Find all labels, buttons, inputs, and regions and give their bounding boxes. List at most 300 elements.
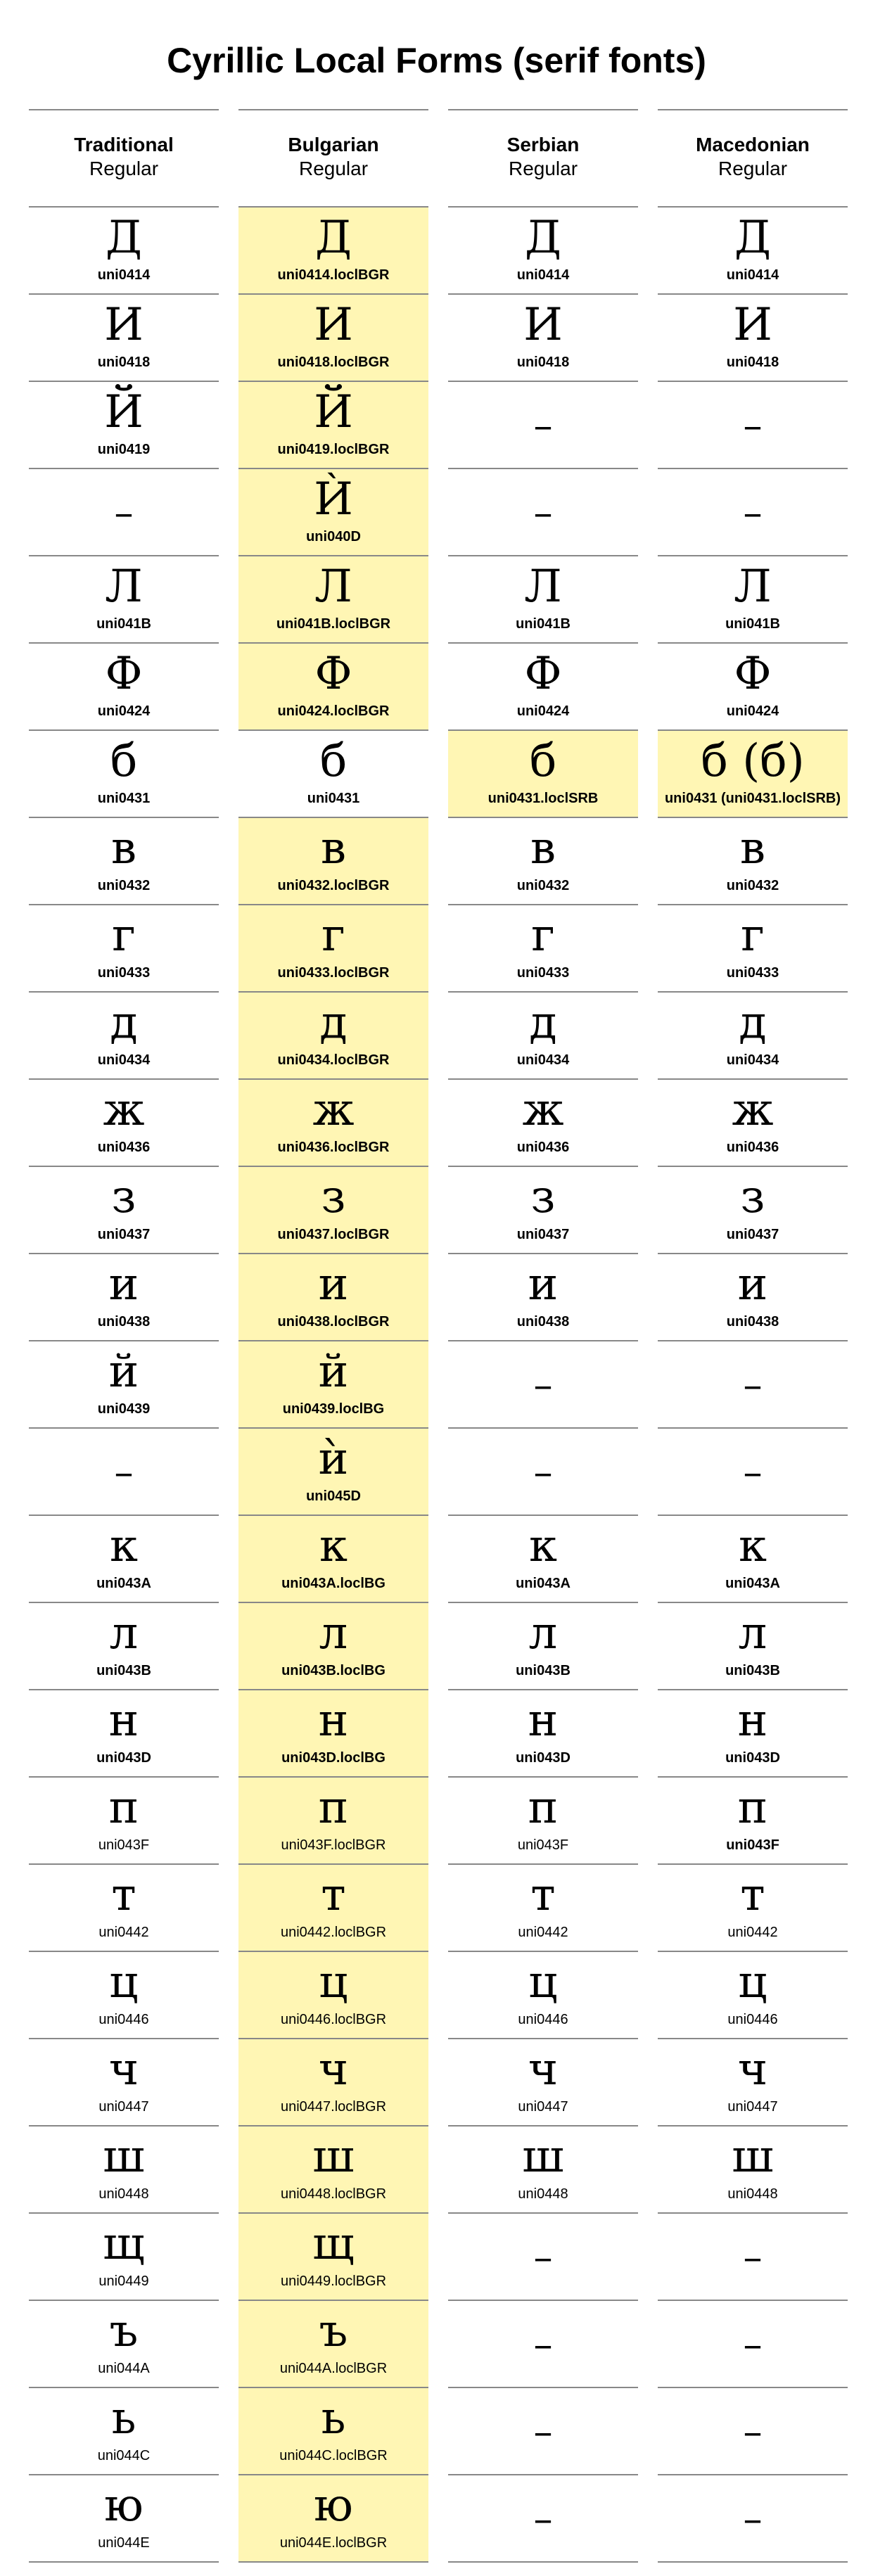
glyph-cell — [448, 818, 638, 905]
glyph-cell — [658, 2127, 848, 2214]
glyph: т — [111, 1869, 136, 1921]
glyph-cell — [448, 2214, 638, 2301]
glyph: ч — [528, 2043, 559, 2096]
glyph-cell — [448, 2475, 638, 2563]
glyph: ь — [321, 2392, 346, 2444]
glyph-name-label: uni0438.loclBGR — [277, 1314, 390, 1330]
glyph: в — [320, 822, 347, 874]
glyph-name-label: uni0448 — [518, 2186, 568, 2202]
glyph-name-label: uni0418 — [726, 355, 779, 370]
glyph: И — [733, 299, 772, 351]
glyph-name-label: uni0432 — [97, 878, 151, 893]
glyph-cell — [29, 556, 219, 644]
glyph-cell — [658, 1341, 848, 1429]
glyph-cell — [29, 2039, 219, 2127]
glyph: в — [530, 822, 556, 874]
glyph-name-label: uni044A — [98, 2361, 150, 2376]
glyph-cell — [29, 1952, 219, 2039]
glyph-name-label: uni0424 — [516, 703, 570, 719]
glyph-cell — [658, 295, 848, 382]
glyph-cell — [29, 469, 219, 556]
glyph: л — [738, 1607, 767, 1659]
glyph: т — [530, 1869, 556, 1921]
glyph: Ф — [734, 648, 772, 700]
glyph-name-label: uni044C — [97, 2448, 151, 2463]
glyph-name-label: uni0433 — [516, 965, 570, 981]
glyph-cell — [29, 2301, 219, 2388]
glyph-cell — [238, 1080, 428, 1167]
glyph-name-label: uni0414 — [97, 267, 151, 283]
glyph-cell — [448, 469, 638, 556]
glyph: и — [318, 1258, 349, 1311]
glyph-name-label: uni0414 — [726, 267, 779, 283]
glyph-cell — [29, 1778, 219, 1865]
glyph: к — [319, 1520, 348, 1572]
glyph-name-label: uni0446.loclBGR — [280, 2012, 387, 2027]
glyph-cell — [29, 2388, 219, 2475]
glyph-cell — [238, 1516, 428, 1603]
glyph-name-label: uni0414 — [516, 267, 570, 283]
glyph: з — [321, 1171, 346, 1223]
glyph-name-label: uni0436 — [97, 1140, 151, 1155]
glyph-cell — [238, 2127, 428, 2214]
glyph-cell — [658, 1603, 848, 1690]
glyph: й — [108, 1346, 139, 1398]
glyph-cell — [29, 1429, 219, 1516]
glyph-cell — [238, 556, 428, 644]
glyph: ц — [319, 1956, 348, 2008]
glyph-name-label: uni043F — [517, 1837, 569, 1853]
glyph-cell — [29, 382, 219, 469]
glyph-name-label: uni041B — [96, 616, 151, 632]
missing-glyph-dash: – — [743, 1450, 763, 1494]
glyph-cell — [658, 556, 848, 644]
glyph-cell — [448, 1952, 638, 2039]
glyph: в — [110, 822, 137, 874]
glyph-name-label: uni0424.loclBGR — [277, 703, 390, 719]
glyph-name-label: uni0419 — [97, 442, 151, 457]
glyph-cell — [658, 993, 848, 1080]
glyph: в — [739, 822, 766, 874]
glyph-cell — [29, 2475, 219, 2563]
column-header — [448, 109, 638, 208]
glyph-cell — [238, 2039, 428, 2127]
glyph-cell — [29, 2127, 219, 2214]
glyph: и — [737, 1258, 768, 1311]
glyph: и — [528, 1258, 559, 1311]
glyph-cell — [238, 1167, 428, 1254]
glyph: г — [741, 910, 765, 962]
glyph-name-label: uni044E — [98, 2535, 150, 2551]
glyph-cell — [658, 1167, 848, 1254]
glyph-name-label: uni0436 — [516, 1140, 570, 1155]
column-style: Regular — [298, 158, 369, 179]
glyph-cell — [658, 1952, 848, 2039]
glyph-cell — [448, 1080, 638, 1167]
glyph: ш — [732, 2131, 774, 2183]
glyph-cell — [448, 1603, 638, 1690]
glyph: ю — [104, 2480, 144, 2532]
glyph: б (б) — [701, 735, 805, 787]
glyph-cell — [658, 2301, 848, 2388]
glyph-name-label: uni043B — [96, 1663, 151, 1678]
glyph-name-label: uni0434 — [516, 1052, 570, 1068]
glyph-cell — [658, 818, 848, 905]
glyph-name-label: uni0433.loclBGR — [277, 965, 390, 981]
glyph-name-label: uni0438 — [726, 1314, 779, 1330]
missing-glyph-dash: – — [533, 1450, 553, 1494]
glyph-name-label: uni0438 — [516, 1314, 570, 1330]
glyph-name-label: uni0446 — [98, 2012, 149, 2027]
glyph: к — [529, 1520, 557, 1572]
glyph-name-label: uni043D.loclBG — [281, 1750, 385, 1766]
glyph: б — [319, 735, 348, 787]
glyph: Ф — [524, 648, 562, 700]
column-serbian — [448, 109, 638, 2563]
glyph: Й — [314, 386, 353, 438]
glyph-name-label: uni043D — [725, 1750, 780, 1766]
glyph: п — [318, 1782, 349, 1834]
glyph-cell — [658, 208, 848, 295]
glyph-name-label: uni0414.loclBGR — [277, 267, 390, 283]
glyph: з — [740, 1171, 765, 1223]
glyph-cell — [238, 2301, 428, 2388]
glyph: Л — [314, 561, 352, 613]
glyph: л — [528, 1607, 558, 1659]
glyph-name-label: uni0433 — [726, 965, 779, 981]
column-header — [658, 109, 848, 208]
glyph: л — [109, 1607, 139, 1659]
missing-glyph-dash: – — [743, 2497, 763, 2541]
missing-glyph-dash: – — [533, 2409, 553, 2454]
glyph-name-label: uni0442 — [518, 1925, 568, 1940]
missing-glyph-dash: – — [114, 1450, 134, 1494]
glyph: И — [104, 299, 144, 351]
glyph: щ — [312, 2218, 355, 2270]
glyph-name-label: uni043F — [726, 1837, 779, 1853]
glyph-cell — [29, 1690, 219, 1778]
glyph-cell — [238, 295, 428, 382]
glyph: л — [319, 1607, 348, 1659]
glyph: ц — [528, 1956, 558, 2008]
glyph-cell — [29, 993, 219, 1080]
glyph-cell — [238, 1952, 428, 2039]
missing-glyph-dash: – — [533, 403, 553, 447]
glyph-cell — [29, 905, 219, 993]
glyph-name-label: uni044A.loclBGR — [279, 2361, 388, 2376]
glyph-name-label: uni0446 — [518, 2012, 568, 2027]
glyph-name-label: uni0439.loclBG — [282, 1401, 385, 1417]
page-title: Cyrillic Local Forms (serif fonts) — [167, 41, 706, 80]
glyph: ь — [111, 2392, 136, 2444]
glyph: ж — [312, 1084, 355, 1136]
glyph: Д — [734, 212, 772, 264]
glyph-cell — [238, 2214, 428, 2301]
glyph-name-label: uni0449 — [98, 2274, 149, 2289]
glyph: ч — [318, 2043, 349, 2096]
glyph-name-label: uni0418 — [516, 355, 570, 370]
glyph-name-label: uni045D — [306, 1488, 361, 1504]
glyph-cell — [238, 2475, 428, 2563]
glyph-cell — [29, 1603, 219, 1690]
glyph-cell — [448, 905, 638, 993]
glyph-cell — [238, 208, 428, 295]
glyph-name-label: uni0448 — [98, 2186, 149, 2202]
glyph-name-label: uni0432.loclBGR — [277, 878, 390, 893]
column-traditional — [29, 109, 219, 2563]
glyph-cell — [448, 2039, 638, 2127]
glyph-cell — [448, 1341, 638, 1429]
glyph: т — [321, 1869, 346, 1921]
glyph: н — [318, 1695, 349, 1747]
glyph: ж — [732, 1084, 774, 1136]
glyph-cell — [658, 1778, 848, 1865]
glyph: ъ — [319, 2305, 348, 2357]
glyph-cell — [29, 1341, 219, 1429]
glyph-name-label: uni044C.loclBGR — [279, 2448, 388, 2463]
glyph: Ф — [105, 648, 143, 700]
glyph-name-label: uni043A.loclBG — [281, 1576, 385, 1591]
glyph-name-label: uni0436 — [726, 1140, 779, 1155]
glyph-name-label: uni0437 — [516, 1227, 570, 1242]
glyph-cell — [238, 731, 428, 818]
glyph-name-label: uni0442 — [98, 1925, 149, 1940]
glyph: и — [108, 1258, 139, 1311]
glyph-cell — [29, 208, 219, 295]
glyph-name-label: uni043B — [516, 1663, 571, 1678]
glyph-cell — [448, 1865, 638, 1952]
glyph: ш — [103, 2131, 145, 2183]
column-name: Serbian — [506, 134, 580, 155]
missing-glyph-dash: – — [743, 2235, 763, 2279]
glyph-name-label: uni043F — [98, 1837, 150, 1853]
glyph-name-label: uni0437 — [726, 1227, 779, 1242]
glyph-cell — [29, 1865, 219, 1952]
glyph-cell — [658, 731, 848, 818]
glyph: Ѝ — [314, 473, 353, 525]
glyph: б — [529, 735, 557, 787]
glyph-name-label: uni041B — [516, 616, 571, 632]
glyph: з — [530, 1171, 556, 1223]
glyph-name-label: uni0419.loclBGR — [277, 442, 390, 457]
column-header — [238, 109, 428, 208]
glyph: ъ — [109, 2305, 139, 2357]
glyph-cell — [658, 2039, 848, 2127]
glyph-cell — [448, 1516, 638, 1603]
glyph-name-label: uni041B — [725, 616, 780, 632]
glyph: ю — [314, 2480, 353, 2532]
glyph-cell — [238, 644, 428, 731]
glyph: д — [739, 997, 767, 1049]
glyph-cell — [658, 2475, 848, 2563]
glyph-name-label: uni0448.loclBGR — [280, 2186, 387, 2202]
glyph: Л — [105, 561, 143, 613]
glyph-cell — [448, 2388, 638, 2475]
column-style: Regular — [508, 158, 578, 179]
missing-glyph-dash: – — [743, 490, 763, 535]
glyph-name-label: uni0432 — [516, 878, 570, 893]
column-style: Regular — [89, 158, 159, 179]
glyph: б — [110, 735, 138, 787]
glyph: Д — [105, 212, 143, 264]
glyph-cell — [448, 382, 638, 469]
glyph-cell — [658, 1865, 848, 1952]
glyph-cell — [658, 2214, 848, 2301]
glyph: ш — [312, 2131, 355, 2183]
glyph-cell — [29, 1516, 219, 1603]
glyph-cell — [238, 1690, 428, 1778]
glyph: к — [110, 1520, 138, 1572]
glyph: ж — [103, 1084, 145, 1136]
glyph: ц — [109, 1956, 139, 2008]
glyph-name-label: uni0431 (uni0431.loclSRB) — [664, 791, 841, 806]
glyph: И — [314, 299, 353, 351]
glyph-cell — [448, 1690, 638, 1778]
glyph-name-label: uni043A — [96, 1576, 151, 1591]
glyph-name-label: uni043B — [725, 1663, 780, 1678]
glyph-cell — [448, 1167, 638, 1254]
glyph: д — [529, 997, 557, 1049]
glyph-cell — [658, 905, 848, 993]
glyph: И — [523, 299, 563, 351]
glyph-cell — [29, 818, 219, 905]
glyph-cell — [238, 469, 428, 556]
glyph-cell — [448, 2301, 638, 2388]
missing-glyph-dash: – — [743, 2409, 763, 2454]
glyph-name-label: uni0437 — [97, 1227, 151, 1242]
glyph-cell — [238, 1778, 428, 1865]
glyph-cell — [29, 2214, 219, 2301]
glyph-cell — [238, 818, 428, 905]
glyph-name-label: uni0442 — [727, 1925, 778, 1940]
glyph-name-label: uni0448 — [727, 2186, 778, 2202]
glyph-name-label: uni0431 — [97, 791, 151, 806]
glyph-name-label: uni0447 — [98, 2099, 149, 2115]
glyph: к — [739, 1520, 767, 1572]
glyph: ж — [522, 1084, 564, 1136]
glyph: н — [528, 1695, 559, 1747]
glyph: г — [531, 910, 555, 962]
glyph-name-label: uni043B.loclBG — [281, 1663, 385, 1678]
column-name: Bulgarian — [288, 134, 379, 155]
glyph-cell — [448, 1778, 638, 1865]
glyph-cell — [448, 1429, 638, 1516]
glyph-name-label: uni0434 — [726, 1052, 779, 1068]
glyph-cell — [448, 731, 638, 818]
glyph-name-label: uni0434.loclBGR — [277, 1052, 390, 1068]
column-name: Traditional — [74, 134, 174, 155]
glyph-cell — [238, 905, 428, 993]
glyph: й — [318, 1346, 349, 1398]
missing-glyph-dash: – — [533, 2497, 553, 2541]
glyph-cell — [238, 1341, 428, 1429]
glyph-cell — [29, 1080, 219, 1167]
glyph: ш — [522, 2131, 564, 2183]
missing-glyph-dash: – — [533, 1363, 553, 1407]
glyph: Л — [524, 561, 562, 613]
glyph: н — [108, 1695, 139, 1747]
glyph-cell — [29, 731, 219, 818]
glyph: д — [110, 997, 138, 1049]
glyph: н — [737, 1695, 768, 1747]
glyph-name-label: uni0447.loclBGR — [280, 2099, 387, 2115]
glyph-name-label: uni043D — [516, 1750, 571, 1766]
column-bulgarian — [238, 109, 428, 2563]
glyph-name-label: uni040D — [306, 529, 361, 544]
column-style: Regular — [718, 158, 788, 179]
glyph-name-label: uni0424 — [726, 703, 779, 719]
glyph-name-label: uni0424 — [97, 703, 151, 719]
glyph: Л — [734, 561, 772, 613]
missing-glyph-dash: – — [743, 1363, 763, 1407]
glyph-cell — [658, 644, 848, 731]
missing-glyph-dash: – — [743, 2322, 763, 2366]
glyph-cell — [29, 1254, 219, 1341]
missing-glyph-dash: – — [114, 490, 134, 535]
glyph: г — [321, 910, 345, 962]
glyph-cell — [448, 993, 638, 1080]
glyph: Й — [104, 386, 144, 438]
glyph-cell — [238, 2388, 428, 2475]
glyph-cell — [29, 644, 219, 731]
glyph-cell — [448, 2127, 638, 2214]
glyph-cell — [658, 1516, 848, 1603]
column-header — [29, 109, 219, 208]
glyph-name-label: uni0418.loclBGR — [277, 355, 390, 370]
glyph-cell — [29, 1167, 219, 1254]
glyph-name-label: uni0431 — [307, 791, 360, 806]
glyph-cell — [238, 1254, 428, 1341]
glyph: Ф — [314, 648, 352, 700]
glyph-name-label: uni0436.loclBGR — [277, 1140, 390, 1155]
column-name: Macedonian — [696, 134, 810, 155]
glyph: ч — [108, 2043, 139, 2096]
glyph-cell — [658, 1429, 848, 1516]
glyph: з — [111, 1171, 136, 1223]
glyph-name-label: uni043D — [96, 1750, 151, 1766]
glyph-name-label: uni0449.loclBGR — [280, 2274, 387, 2289]
glyph-name-label: uni0418 — [97, 355, 151, 370]
glyph: п — [528, 1782, 559, 1834]
glyph-name-label: uni043A — [725, 1576, 780, 1591]
glyph: щ — [103, 2218, 145, 2270]
glyph: т — [740, 1869, 765, 1921]
glyph-name-label: uni0439 — [97, 1401, 151, 1417]
glyph-cell — [238, 993, 428, 1080]
glyph: Д — [524, 212, 562, 264]
glyph-name-label: uni0432 — [726, 878, 779, 893]
glyph-cell — [658, 382, 848, 469]
glyph-name-label: uni0447 — [727, 2099, 778, 2115]
glyph-cell — [238, 1865, 428, 1952]
glyph-cell — [448, 556, 638, 644]
glyph: д — [319, 997, 348, 1049]
glyph: г — [112, 910, 136, 962]
glyph-cell — [238, 1603, 428, 1690]
glyph-cell — [658, 2388, 848, 2475]
glyph-cell — [448, 295, 638, 382]
glyph: ц — [738, 1956, 767, 2008]
glyph-name-label: uni0433 — [97, 965, 151, 981]
glyph-name-label: uni0442.loclBGR — [280, 1925, 387, 1940]
glyph: п — [737, 1782, 768, 1834]
glyph-name-label: uni0434 — [97, 1052, 151, 1068]
glyph-cell — [448, 644, 638, 731]
glyph-cell — [448, 1254, 638, 1341]
glyph-cell — [658, 1080, 848, 1167]
glyph-name-label: uni0447 — [518, 2099, 568, 2115]
column-macedonian — [658, 109, 848, 2563]
